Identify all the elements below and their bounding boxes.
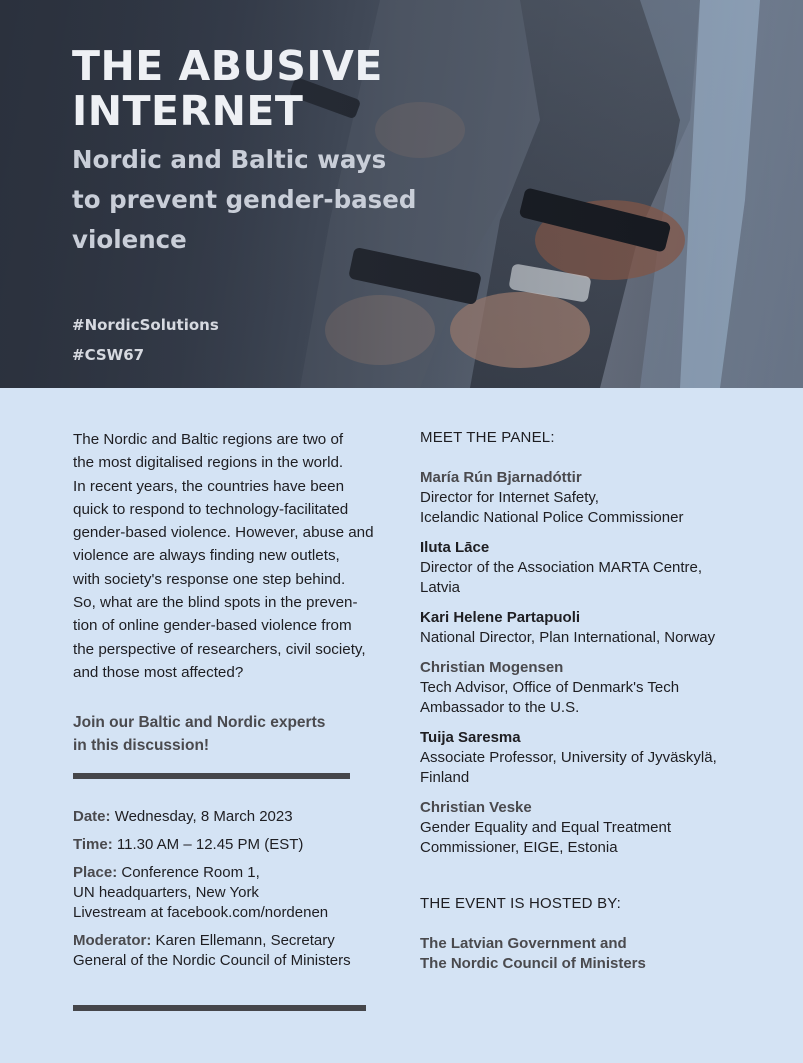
event-subtitle-line-3: violence — [72, 225, 187, 254]
place-label: Place: — [73, 864, 118, 881]
intro-line: violence are always finding new outlets, — [73, 547, 340, 565]
member-role: Associate Professor, University of Jyväskylä, — [420, 749, 717, 766]
place-value-line-2: UN headquarters, New York — [73, 884, 259, 901]
intro-line: So, what are the blind spots in the preven- — [73, 594, 358, 612]
member-role: Ambassador to the U.S. — [420, 699, 580, 716]
call-to-action — [73, 711, 393, 757]
time-label: Time: — [73, 836, 113, 853]
event-title-line-2: INTERNET — [72, 87, 304, 135]
livestream-link[interactable]: Livestream at facebook.com/nordenen — [73, 904, 329, 921]
member-role: Director for Internet Safety, — [420, 489, 599, 506]
member-role: Director of the Association MARTA Centre, — [420, 559, 703, 576]
host-line-1: The Latvian Government and — [420, 935, 627, 952]
intro-line: the most digitalised regions in the world. — [73, 454, 344, 472]
moderator-row — [73, 931, 393, 971]
hero-banner — [0, 0, 803, 388]
member-role: Latvia — [420, 579, 461, 596]
cta-line-1: Join our Baltic and Nordic experts — [73, 714, 326, 732]
cta-line-2: in this discussion! — [73, 737, 210, 755]
intro-line: tion of online gender-based violence from — [73, 617, 352, 635]
intro-paragraph — [73, 428, 393, 684]
panel-member — [420, 798, 780, 858]
divider-top — [73, 773, 350, 779]
intro-line: quick to respond to technology-facilitated — [73, 500, 349, 518]
intro-line: gender-based violence. However, abuse and — [73, 524, 374, 542]
member-name: María Rún Bjarnadóttir — [420, 469, 582, 486]
member-role: National Director, Plan International, Norway — [420, 629, 716, 646]
hosted-by-heading: THE EVENT IS HOSTED BY: — [420, 895, 622, 912]
intro-line: with society's response one step behind. — [73, 570, 346, 588]
divider-bottom — [73, 1005, 366, 1011]
hashtag: #NordicSolutions — [72, 316, 219, 334]
panel-heading: MEET THE PANEL: — [420, 429, 555, 446]
event-title — [72, 44, 492, 134]
date-row — [73, 807, 393, 827]
event-subtitle-line-1: Nordic and Baltic ways — [72, 145, 387, 174]
place-value-line-1: Conference Room 1, — [121, 864, 260, 881]
member-name: Tuija Saresma — [420, 729, 521, 746]
moderator-value-line-2: General of the Nordic Council of Ministers — [73, 952, 351, 969]
place-row — [73, 863, 393, 923]
panel-member — [420, 728, 780, 788]
host-line-2: The Nordic Council of Ministers — [420, 955, 646, 972]
event-subtitle — [72, 140, 492, 260]
intro-line: and those most affected? — [73, 663, 244, 681]
member-name: Christian Veske — [420, 799, 532, 816]
member-name: Christian Mogensen — [420, 659, 564, 676]
time-row — [73, 835, 393, 855]
member-role: Commissioner, EIGE, Estonia — [420, 839, 618, 856]
time-value: 11.30 AM – 12.45 PM (EST) — [116, 836, 304, 853]
hashtag: #CSW67 — [72, 346, 145, 364]
member-role: Tech Advisor, Office of Denmark's Tech — [420, 679, 680, 696]
event-details — [73, 807, 393, 979]
intro-line: The Nordic and Baltic regions are two of — [73, 431, 344, 448]
intro-column — [73, 428, 393, 757]
panel-member — [420, 608, 780, 648]
panel-member — [420, 538, 780, 598]
panel-column — [420, 428, 780, 974]
moderator-value-line-1: Karen Ellemann, Secretary — [155, 932, 335, 949]
event-title-line-1: THE ABUSIVE — [72, 42, 383, 90]
member-role: Finland — [420, 769, 470, 786]
moderator-label: Moderator: — [73, 932, 152, 949]
hashtags — [72, 310, 219, 370]
intro-line: In recent years, the countries have been — [73, 477, 345, 495]
event-subtitle-line-2: to prevent gender-based — [72, 185, 417, 214]
member-name: Kari Helene Partapuoli — [420, 609, 581, 626]
date-value: Wednesday, 8 March 2023 — [114, 808, 293, 825]
member-role: Gender Equality and Equal Treatment — [420, 819, 671, 836]
intro-line: the perspective of researchers, civil society, — [73, 640, 366, 658]
panel-member — [420, 468, 780, 528]
date-label: Date: — [73, 808, 111, 825]
panel-member — [420, 658, 780, 718]
member-role: Icelandic National Police Commissioner — [420, 509, 684, 526]
member-name: Iluta Lāce — [420, 539, 490, 556]
